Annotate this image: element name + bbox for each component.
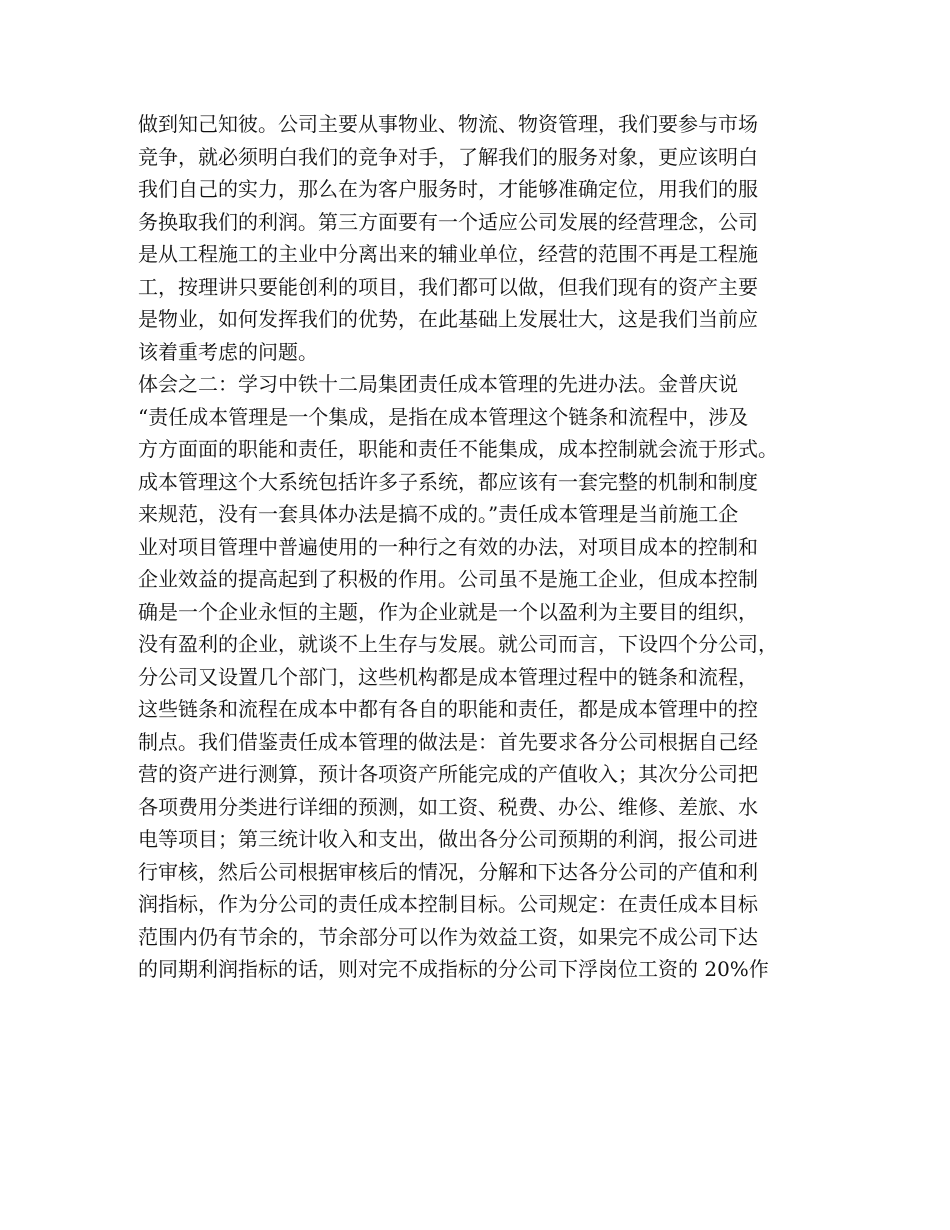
text-line: 电等项目；第三统计收入和支出，做出各分公司预期的利润，报公司进 [138, 827, 758, 851]
text-line: 润指标，作为分公司的责任成本控制目标。公司规定：在责任成本目标 [138, 892, 758, 916]
text-line: 体会之二：学习中铁十二局集团责任成本管理的先进办法。金普庆说 [138, 372, 738, 396]
text-line: 确是一个企业永恒的主题，作为企业就是一个以盈利为主要目的组织， [138, 599, 758, 624]
text-line: 范围内仍有节余的，节余部分可以作为效益工资，如果完不成公司下达 [138, 924, 758, 949]
text-line: 这些链条和流程在成本中都有各自的职能和责任，都是成本管理中的控 [138, 697, 758, 721]
text-line: 各项费用分类进行详细的预测，如工资、税费、办公、维修、差旅、水 [138, 794, 758, 819]
text-line: 做到知己知彼。公司主要从事物业、物流、物资管理，我们要参与市场 [138, 112, 758, 136]
text-line: 没有盈利的企业，就谈不上生存与发展。就公司而言，下设四个分公司， [138, 632, 778, 656]
text-line: 行审核，然后公司根据审核后的情况，分解和下达各分公司的产值和利 [138, 859, 758, 884]
text-line: 方方面面的职能和责任，职能和责任不能集成，成本控制就会流于形式。 [138, 437, 778, 461]
text-line: 工，按理讲只要能创利的项目，我们都可以做，但我们现有的资产主要 [138, 274, 758, 299]
text-line: 制点。我们借鉴责任成本管理的做法是：首先要求各分公司根据自己经 [138, 729, 758, 754]
text-line: 成本管理这个大系统包括许多子系统，都应该有一套完整的机制和制度 [138, 469, 758, 494]
text-line: 是从工程施工的主业中分离出来的辅业单位，经营的范围不再是工程施 [138, 242, 758, 266]
text-line: 我们自己的实力，那么在为客户服务时，才能够准确定位，用我们的服 [138, 177, 758, 201]
text-line: 该着重考虑的问题。 [138, 339, 318, 364]
text-line: 营的资产进行测算，预计各项资产所能完成的产值收入；其次分公司把 [138, 762, 758, 786]
text-line: 企业效益的提高起到了积极的作用。公司虽不是施工企业，但成本控制 [138, 567, 758, 591]
text-line: 竞争，就必须明白我们的竞争对手，了解我们的服务对象，更应该明白 [138, 144, 758, 169]
text-line: 务换取我们的利润。第三方面要有一个适应公司发展的经营理念，公司 [138, 209, 758, 234]
text-line: 来规范，没有一套具体办法是搞不成的。”责任成本管理是当前施工企 [138, 502, 739, 526]
text-line: “责任成本管理是一个集成，是指在成本管理这个链条和流程中，涉及 [138, 404, 749, 429]
text-line: 分公司又设置几个部门，这些机构都是成本管理过程中的链条和流程， [138, 664, 758, 689]
text-line: 是物业，如何发挥我们的优势，在此基础上发展壮大，这是我们当前应 [138, 307, 758, 331]
text-line: 的同期利润指标的话，则对完不成指标的分公司下浮岗位工资的 20%作 [138, 957, 769, 981]
body-text [138, 108, 818, 986]
text-line: 业对项目管理中普遍使用的一种行之有效的办法，对项目成本的控制和 [138, 534, 758, 559]
